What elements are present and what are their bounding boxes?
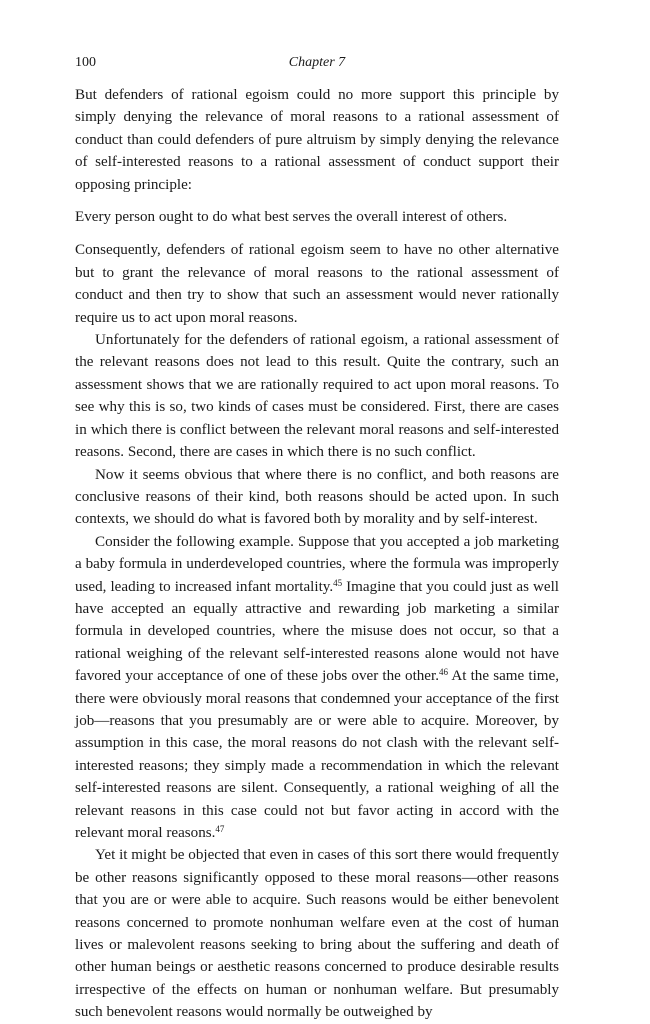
paragraph: Now it seems obvious that where there is no conflict, and both reasons are conclusive reasons of their kind, both reasons should be acted upon. In such contexts, we should do what is favored both by morality and by self-interest. (75, 466, 559, 528)
paragraph: Yet it might be objected that even in cases of this sort there would frequently be other reasons significantly opposed to these moral reasons—other reasons that you are or were able to acquire. Such reasons would be either benevolent reasons concerned to promote nonhuman welfare even at the cost of human lives or malevolent reasons seeking to bring about the suffering and death of other human beings or aesthetic reasons concerned to produce desirable results irrespective of the effects on human or nonhuman welfare. But presumably such benevolent reasons would normally be outweighed by (75, 847, 559, 1021)
paragraph: Unfortunately for the defenders of rational egoism, a rational assessment of the relevant reasons does not lead to this result. Quite the contrary, such an assessment shows that we are rationally required to act upon moral reasons. To see why this is so, two kinds of cases must be considered. First, there are cases in which there is conflict between the relevant moral reasons and self-interested reasons. Second, there are cases in which there is no such conflict. (75, 332, 559, 461)
footnote-ref[interactable]: 46 (438, 667, 448, 678)
paragraph-text: Imagine that you could just as well have accepted an equally attractive and rewarding job marketing a similar formula in developed countries, where the misuse does not occur, so that a rational weighing of the relevant self-interested reasons alone would not have favored your acceptance of one of these jobs over the other. (75, 578, 559, 685)
paragraph-text: Consider the following example. Suppose that you accepted a job marketing a baby formula in underdeveloped countries, where the formula was improperly used, leading to increased infant mortality. (75, 533, 559, 595)
principle-statement: Every person ought to do what best serves the overall interest of others. (75, 209, 508, 226)
paragraph-text: At the same time, there were obviously moral reasons that condemned your acceptance of the first job—reasons that you presumably are or were able to acquire. Moreover, by assumption in this case, the moral reasons do not clash with the relevant self-interested reasons; they simply made a recommendation in which the relevant self-interested reasons are silent. Consequently, a rational weighing of all the relevant reasons in this case could not but favor acting in accord with the relevant moral reasons. (75, 668, 559, 841)
footnote-ref[interactable]: 45 (333, 577, 343, 588)
paragraph (75, 531, 559, 845)
body-text (75, 84, 559, 1024)
paragraph: Consequently, defenders of rational egoism seem to have no other alternative but to grant the relevance of moral reasons to the rational assessment of conduct and then try to show that such an assessment would never rationally require us to act upon moral reasons. (75, 242, 559, 326)
running-head: Chapter 7 (288, 55, 346, 70)
paragraph: But defenders of rational egoism could no more support this principle by simply denying the relevance of moral reasons to a rational assessment of conduct than could defenders of pure altruism by simply denying the relevance of self-interested reasons to a rational assessment of conduct support their opposing principle: (75, 87, 559, 193)
footnote-ref[interactable]: 47 (215, 824, 225, 834)
page-number: 100 (75, 55, 96, 70)
